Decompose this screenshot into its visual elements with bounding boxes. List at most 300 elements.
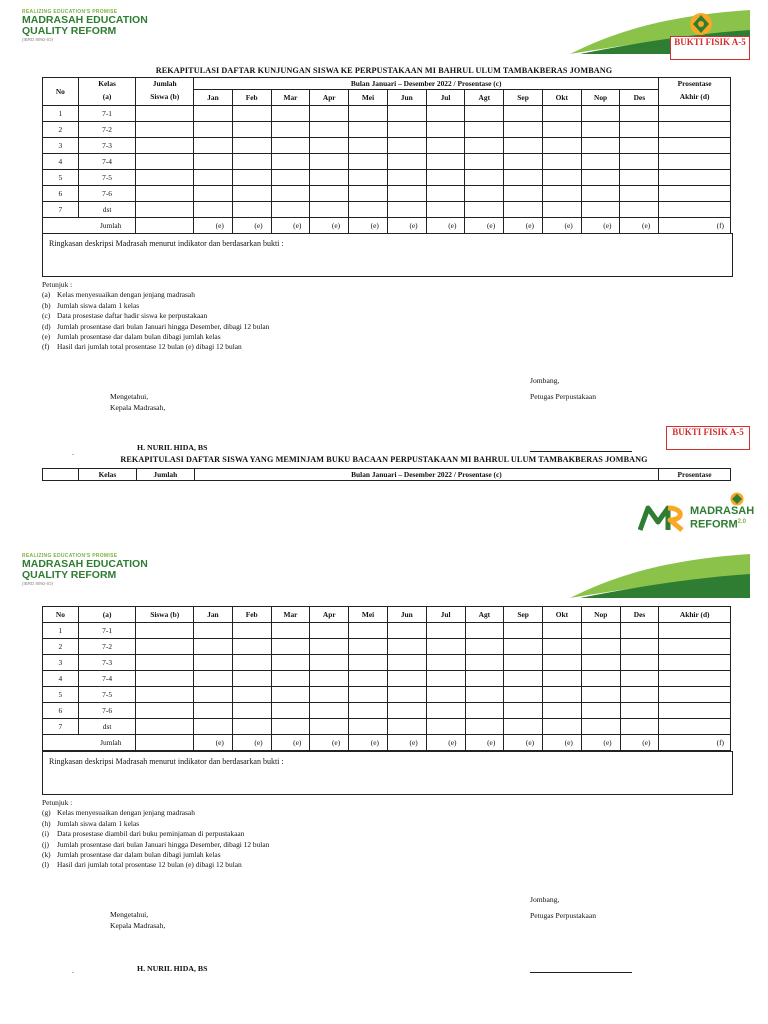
- petunjuk-key: (c): [42, 311, 51, 321]
- total-cell: (e): [542, 218, 581, 234]
- petunjuk-list: [42, 808, 269, 870]
- row-kelas: 7-6: [78, 703, 136, 719]
- empty-cell: [349, 186, 388, 202]
- row-no: 3: [43, 655, 79, 671]
- borrow-recap-table-header: [42, 468, 731, 481]
- row-no: 1: [43, 623, 79, 639]
- empty-cell: [620, 687, 659, 703]
- mr-emblem-icon: [638, 502, 686, 532]
- total-cell: (e): [349, 218, 388, 234]
- empty-cell: [620, 170, 659, 186]
- petunjuk-1: [42, 280, 269, 353]
- empty-cell: [271, 202, 310, 218]
- table-row: [43, 687, 731, 703]
- empty-cell: [310, 719, 349, 735]
- empty-cell: [232, 671, 271, 687]
- empty-cell: [465, 154, 504, 170]
- empty-cell: [387, 719, 426, 735]
- petunjuk-title: Petunjuk :: [42, 798, 73, 807]
- empty-cell: [620, 186, 659, 202]
- month-header: Agt: [465, 607, 504, 623]
- empty-cell: [271, 639, 310, 655]
- month-header: Mei: [349, 90, 388, 106]
- empty-cell: [542, 186, 581, 202]
- petunjuk-item: [42, 840, 269, 850]
- table-row: [43, 655, 731, 671]
- empty-cell: [542, 106, 581, 122]
- empty-cell: [620, 154, 659, 170]
- header-kelas: Kelas: [78, 469, 136, 481]
- signature-line-1: [530, 451, 632, 452]
- empty-cell: [232, 170, 271, 186]
- principal-name-2: H. NURIL HIDA, BS: [137, 964, 208, 973]
- petunjuk-item: [42, 290, 269, 300]
- empty-cell: [659, 122, 731, 138]
- empty-cell: [504, 122, 543, 138]
- petunjuk-text: Jumlah prosentase dari bulan Januari hingga Desember, dibagi 12 bulan: [57, 839, 270, 849]
- total-cell: (e): [581, 735, 620, 751]
- empty-cell: [659, 639, 731, 655]
- header-kelas-sub: (a): [78, 90, 136, 106]
- mengetahui-label: Mengetahui,: [110, 910, 149, 919]
- empty-cell: [349, 202, 388, 218]
- empty-cell: [271, 170, 310, 186]
- logo-code: (IBRD 8992-ID): [22, 37, 54, 42]
- empty-cell: [271, 623, 310, 639]
- empty-cell: [194, 655, 233, 671]
- empty-cell: [504, 106, 543, 122]
- empty-cell: [136, 138, 194, 154]
- signature-right-2: [530, 895, 596, 921]
- empty-cell: [504, 655, 543, 671]
- empty-cell: [542, 202, 581, 218]
- petunjuk-title: Petunjuk :: [42, 280, 73, 289]
- row-no: 5: [43, 170, 79, 186]
- empty-cell: [232, 687, 271, 703]
- total-cell: (e): [194, 735, 233, 751]
- total-cell: (e): [543, 735, 582, 751]
- row-kelas: dst: [78, 719, 136, 735]
- bukti-fisik-badge: BUKTI FISIK A-5: [670, 36, 750, 60]
- empty-cell: [659, 106, 731, 122]
- petunjuk-key: (i): [42, 829, 49, 839]
- empty-cell: [136, 655, 194, 671]
- empty-cell: [232, 639, 271, 655]
- petunjuk-text: Data prosestase diambil dari buku peminjaman di perpustakaan: [57, 829, 245, 839]
- empty-cell: [194, 623, 233, 639]
- empty-cell: [465, 106, 504, 122]
- petunjuk-item: [42, 322, 269, 332]
- empty-cell: [194, 186, 233, 202]
- total-cell: (e): [387, 218, 426, 234]
- total-cell: (e): [194, 218, 233, 234]
- row-kelas: 7-2: [78, 639, 136, 655]
- dot-mark: .: [72, 966, 74, 975]
- empty-cell: [581, 154, 620, 170]
- empty-cell: [543, 719, 582, 735]
- empty-cell: [581, 186, 620, 202]
- empty-cell: [426, 655, 465, 671]
- total-cell: (e): [465, 735, 504, 751]
- empty-cell: [620, 202, 659, 218]
- ringkasan-text: Ringkasan deskripsi Madrasah menurut indikator dan berdasarkan bukti :: [49, 239, 284, 248]
- header-kelas-sub: (a): [78, 607, 136, 623]
- madrasah-reform-logo: [638, 492, 755, 536]
- empty-cell: [271, 186, 310, 202]
- empty-cell: [232, 154, 271, 170]
- row-no: 6: [43, 186, 79, 202]
- table-row: [43, 122, 731, 138]
- logo-tagline: REALIZING EDUCATION'S PROMISE: [22, 9, 118, 15]
- empty-cell: [310, 639, 349, 655]
- petunjuk-item: [42, 808, 269, 818]
- petunjuk-key: (a): [42, 290, 51, 300]
- total-cell: (e): [465, 218, 504, 234]
- mengetahui-label: Mengetahui,: [110, 392, 149, 401]
- logo-tagline: REALIZING EDUCATION'S PROMISE: [22, 553, 118, 559]
- total-label: Jumlah: [43, 735, 136, 751]
- table-row: [43, 106, 731, 122]
- header-no: No: [43, 78, 79, 106]
- ringkasan-text: Ringkasan deskripsi Madrasah menurut indikator dan berdasarkan bukti :: [49, 757, 284, 766]
- row-no: 1: [43, 106, 79, 122]
- empty-cell: [581, 655, 620, 671]
- total-cell: (e): [271, 218, 310, 234]
- mequr-logo: [22, 9, 148, 42]
- empty-cell: [426, 122, 465, 138]
- empty-cell: [387, 122, 426, 138]
- empty-cell: [387, 655, 426, 671]
- empty-cell: [310, 154, 349, 170]
- visit-recap-table: [42, 77, 731, 234]
- empty-cell: [581, 202, 620, 218]
- total-cell: (e): [504, 735, 543, 751]
- month-header: Mei: [349, 607, 388, 623]
- petunjuk-key: (g): [42, 808, 51, 818]
- row-no: 2: [43, 122, 79, 138]
- empty-cell: [426, 671, 465, 687]
- empty-cell: [504, 154, 543, 170]
- mr-kemenag-icon: [730, 492, 744, 506]
- empty-cell: [310, 170, 349, 186]
- petunjuk-text: Kelas menyesuaikan dengan jenjang madrasah: [57, 808, 195, 818]
- empty-cell: [387, 138, 426, 154]
- empty-cell: [271, 719, 310, 735]
- empty-cell: [349, 122, 388, 138]
- empty-cell: [426, 639, 465, 655]
- empty-cell: [543, 687, 582, 703]
- empty-cell: [465, 703, 504, 719]
- row-kelas: 7-2: [78, 122, 136, 138]
- total-cell: (e): [426, 218, 465, 234]
- empty-cell: [194, 703, 233, 719]
- empty-cell: [310, 106, 349, 122]
- empty-cell: [581, 138, 620, 154]
- empty-cell: [426, 687, 465, 703]
- empty-cell: [349, 671, 388, 687]
- total-cell: (e): [581, 218, 620, 234]
- empty-cell: [310, 703, 349, 719]
- empty-cell: [465, 671, 504, 687]
- month-header: Nop: [581, 607, 620, 623]
- empty-cell: [194, 138, 233, 154]
- petunjuk-text: Jumlah siswa dalam 1 kelas: [57, 818, 140, 828]
- empty-cell: [504, 703, 543, 719]
- table-row: [43, 671, 731, 687]
- empty-cell: [232, 655, 271, 671]
- row-no: 4: [43, 154, 79, 170]
- table-row: [43, 719, 731, 735]
- petunjuk-key: (e): [42, 332, 51, 342]
- empty-cell: [232, 623, 271, 639]
- empty-cell: [387, 623, 426, 639]
- empty-cell: [194, 170, 233, 186]
- petunjuk-list: [42, 290, 269, 352]
- petunjuk-item: [42, 860, 269, 870]
- place-label: Jombang,: [530, 376, 560, 385]
- total-cell: (e): [387, 735, 426, 751]
- mr-line2: $REFORM^{2.0}$: [690, 518, 747, 531]
- empty-cell: [349, 623, 388, 639]
- row-kelas: 7-4: [78, 154, 136, 170]
- empty-cell: [349, 106, 388, 122]
- empty-cell: [465, 202, 504, 218]
- logo-code: (IBRD 8992-ID): [22, 581, 54, 586]
- month-header: Apr: [310, 90, 349, 106]
- petunjuk-key: (k): [42, 850, 51, 860]
- empty-cell: [581, 122, 620, 138]
- empty-cell: [426, 202, 465, 218]
- empty-cell: [504, 719, 543, 735]
- section1-title: REKAPITULASI DAFTAR KUNJUNGAN SISWA KE PERPUSTAKAAN MI BAHRUL ULUM TAMBAKBERAS JOMBANG: [155, 66, 613, 75]
- row-kelas: 7-3: [78, 655, 136, 671]
- empty-cell: [136, 154, 194, 170]
- month-header: Apr: [310, 607, 349, 623]
- empty-cell: [659, 703, 731, 719]
- table-row: [43, 154, 731, 170]
- empty-cell: [659, 170, 731, 186]
- table-row: [43, 170, 731, 186]
- empty-cell: [659, 186, 731, 202]
- empty-cell: [271, 655, 310, 671]
- empty-cell: [620, 655, 659, 671]
- empty-cell: [659, 138, 731, 154]
- petunjuk-text: Kelas menyesuaikan dengan jenjang madrasah: [57, 290, 195, 300]
- table3-total-row: [43, 735, 731, 751]
- table-row: [43, 138, 731, 154]
- empty-cell: [310, 623, 349, 639]
- empty-cell: [310, 186, 349, 202]
- empty-cell: [194, 202, 233, 218]
- empty-cell: [349, 138, 388, 154]
- empty-cell: [543, 639, 582, 655]
- petunjuk-key: (f): [42, 342, 50, 352]
- empty-cell: [136, 703, 194, 719]
- empty-cell: [504, 687, 543, 703]
- empty-cell: [426, 138, 465, 154]
- empty-cell: [620, 623, 659, 639]
- empty-cell: [136, 671, 194, 687]
- row-no: 7: [43, 202, 79, 218]
- petunjuk-key: (d): [42, 321, 51, 331]
- header-prosentase: Prosentase: [659, 469, 731, 481]
- row-kelas: 7-1: [78, 623, 136, 639]
- empty-cell: [426, 170, 465, 186]
- row-no: 2: [43, 639, 79, 655]
- empty-cell: [136, 106, 194, 122]
- header-kelas: Kelas: [78, 78, 136, 90]
- empty-cell: [310, 671, 349, 687]
- empty-cell: [387, 202, 426, 218]
- mr-line1: MADRASAH: [690, 505, 755, 517]
- empty-cell: [542, 154, 581, 170]
- signature-line-2: [530, 972, 632, 973]
- borrow-recap-table: [42, 606, 731, 751]
- petunjuk-text: Data prosestase daftar hadir siswa ke perpustakaan: [57, 311, 208, 321]
- empty-cell: [271, 106, 310, 122]
- signature-right-1: [530, 376, 596, 402]
- empty-cell: [349, 719, 388, 735]
- empty-cell: [387, 106, 426, 122]
- empty-cell: [349, 703, 388, 719]
- total-cell: (e): [310, 218, 349, 234]
- header-jumlah: Jumlah: [136, 469, 194, 481]
- empty-cell: [310, 122, 349, 138]
- empty-cell: [465, 687, 504, 703]
- signature-left-1: [110, 392, 165, 413]
- empty-cell: [542, 138, 581, 154]
- empty-cell: [426, 719, 465, 735]
- row-no: 6: [43, 703, 79, 719]
- empty-cell: [387, 154, 426, 170]
- month-header: Feb: [232, 607, 271, 623]
- mr-superscript: 2.0: [737, 519, 747, 525]
- empty-cell: [659, 719, 731, 735]
- empty-cell: [504, 639, 543, 655]
- total-cell: (e): [504, 218, 543, 234]
- empty-cell: [620, 703, 659, 719]
- empty-cell: [387, 639, 426, 655]
- empty-cell: [349, 639, 388, 655]
- empty-cell: [136, 623, 194, 639]
- empty-cell: [271, 122, 310, 138]
- empty-cell: [620, 122, 659, 138]
- petunjuk-text: Jumlah prosentase dar dalam bulan dibagi jumlah kelas: [57, 332, 221, 342]
- logo-line1: MADRASAH EDUCATION: [22, 14, 148, 26]
- empty-cell: [581, 687, 620, 703]
- table-row: [43, 703, 731, 719]
- header-jumlah-sub: Siswa (b): [136, 607, 194, 623]
- row-kelas: 7-4: [78, 671, 136, 687]
- empty-cell: [136, 170, 194, 186]
- month-header: Jun: [387, 607, 426, 623]
- empty-cell: [465, 655, 504, 671]
- empty-cell: [271, 154, 310, 170]
- empty-cell: [504, 671, 543, 687]
- month-header: Des: [620, 607, 659, 623]
- header-swoosh-2: [570, 548, 750, 598]
- dot-mark: .: [72, 448, 74, 457]
- table-row: [43, 202, 731, 218]
- empty-cell: [232, 138, 271, 154]
- empty-cell: [194, 671, 233, 687]
- petunjuk-item: [42, 301, 269, 311]
- month-header: Mar: [271, 607, 310, 623]
- petunjuk-2: [42, 798, 269, 871]
- row-kelas: 7-5: [78, 170, 136, 186]
- empty-cell: [310, 687, 349, 703]
- empty-cell: [659, 154, 731, 170]
- empty-cell: [194, 639, 233, 655]
- logo-line2: QUALITY REFORM: [22, 25, 117, 37]
- table1-body: [43, 106, 731, 218]
- total-cell: (e): [232, 735, 271, 751]
- total-final: (f): [659, 735, 731, 751]
- petunjuk-item: [42, 819, 269, 829]
- petunjuk-text: Hasil dari jumlah total prosentase 12 bulan (e) dibagi 12 bulan: [57, 342, 242, 352]
- empty-cell: [659, 687, 731, 703]
- month-header: Jan: [194, 607, 233, 623]
- empty-cell: [620, 639, 659, 655]
- month-header: Jul: [426, 607, 465, 623]
- empty-cell: [543, 671, 582, 687]
- section2-title: REKAPITULASI DAFTAR SISWA YANG MEMINJAM BUKU BACAAN PERPUSTAKAAN MI BAHRUL ULUM TAMBAKBERAS JOMBANG: [120, 455, 648, 464]
- empty-cell: [659, 202, 731, 218]
- header-bulan: Bulan Januari – Desember 2022 / Prosentase (c): [194, 469, 658, 481]
- row-kelas: 7-5: [78, 687, 136, 703]
- empty-cell: [194, 154, 233, 170]
- empty-cell: [542, 170, 581, 186]
- empty-cell: [465, 122, 504, 138]
- empty-cell: [465, 639, 504, 655]
- kemenag-emblem-icon: [690, 13, 712, 35]
- empty-cell: [504, 170, 543, 186]
- empty-cell: [387, 687, 426, 703]
- logo-line1: MADRASAH EDUCATION: [22, 558, 148, 570]
- signature-left-2: [110, 910, 165, 931]
- ringkasan-box-2: [42, 751, 733, 795]
- total-final: (f): [659, 218, 731, 234]
- ringkasan-box-1: [42, 233, 733, 277]
- empty-cell: [136, 719, 194, 735]
- month-header: Feb: [232, 90, 271, 106]
- empty-cell: [136, 202, 194, 218]
- empty-cell: [620, 671, 659, 687]
- month-header: Agt: [465, 90, 504, 106]
- empty-cell: [465, 186, 504, 202]
- month-header: Mar: [271, 90, 310, 106]
- petunjuk-key: (h): [42, 818, 51, 828]
- empty-cell: [426, 154, 465, 170]
- empty-cell: [232, 122, 271, 138]
- empty-cell: [136, 186, 194, 202]
- empty-cell: [581, 703, 620, 719]
- empty-cell: [232, 719, 271, 735]
- row-kelas: 7-6: [78, 186, 136, 202]
- total-cell: (e): [426, 735, 465, 751]
- empty-cell: [136, 122, 194, 138]
- petunjuk-key: (b): [42, 300, 51, 310]
- empty-cell: [543, 623, 582, 639]
- table-row: [43, 186, 731, 202]
- empty-cell: [387, 703, 426, 719]
- row-no: 3: [43, 138, 79, 154]
- mequr-logo-2: [22, 553, 148, 586]
- empty-cell: [543, 655, 582, 671]
- petunjuk-text: Jumlah prosentase dari bulan Januari hingga Desember, dibagi 12 bulan: [57, 321, 270, 331]
- empty-cell: [349, 687, 388, 703]
- petugas-label: Petugas Perpustakaan: [530, 910, 597, 920]
